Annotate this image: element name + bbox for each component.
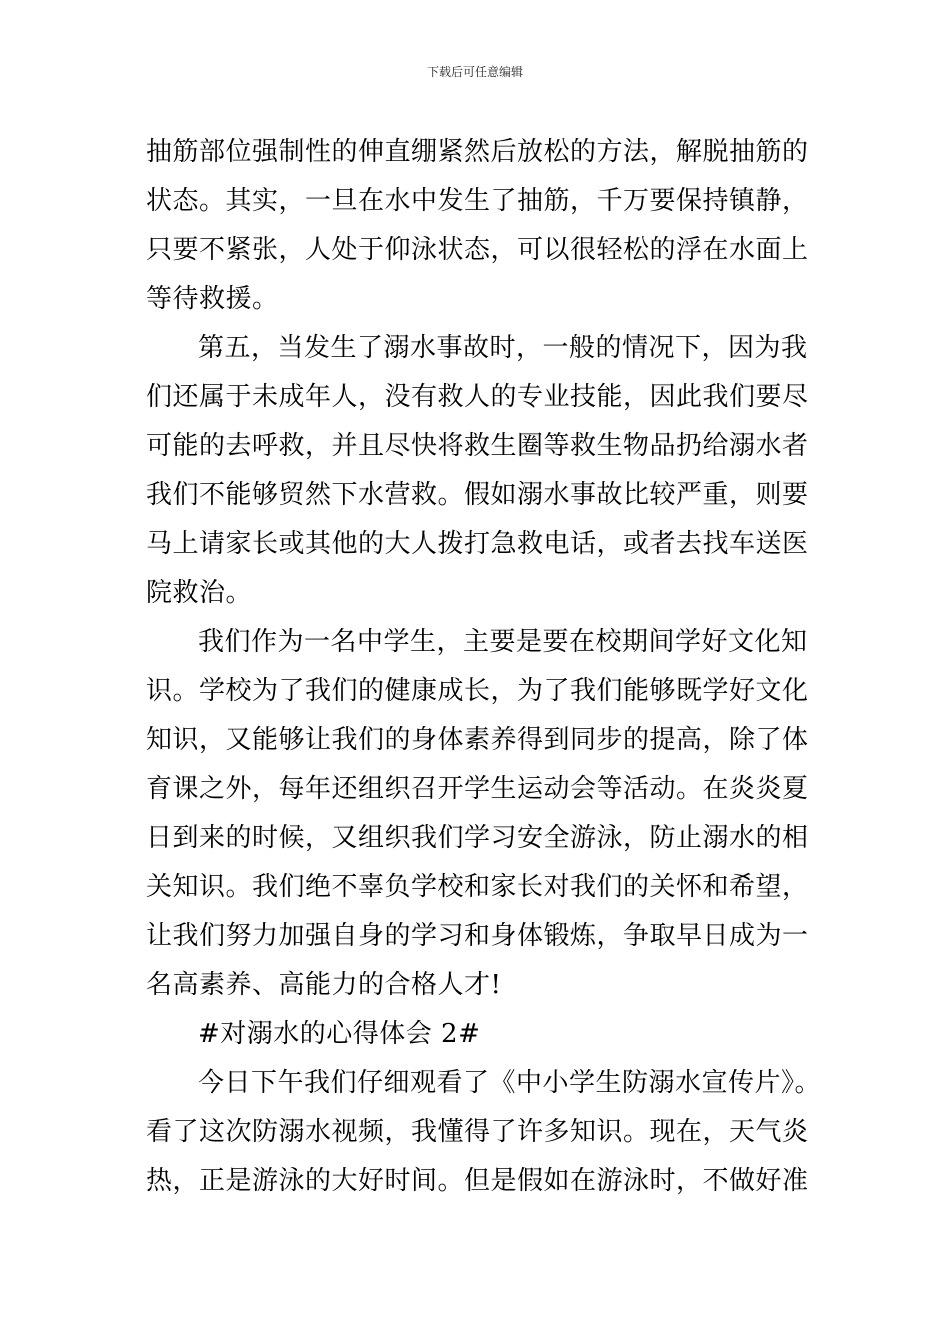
text-line: 等待救援。 <box>146 284 279 314</box>
text-line: 育课之外，每年还组织召开学生运动会等活动。在炎炎夏 <box>146 774 809 804</box>
section-heading: #对溺水的心得体会 2# <box>198 1019 481 1049</box>
text-line: 第五，当发生了溺水事故时，一般的情况下，因为我 <box>198 333 808 363</box>
document-body <box>146 128 826 1206</box>
text-line: 名高素养、高能力的合格人才! <box>146 970 502 1000</box>
text-line: 们还属于未成年人，没有救人的专业技能，因此我们要尽 <box>146 382 809 412</box>
text-line: 状态。其实，一旦在水中发生了抽筋，千万要保持镇静， <box>146 186 809 216</box>
text-line: 我们作为一名中学生，主要是要在校期间学好文化知 <box>198 627 808 657</box>
text-line: 我们不能够贸然下水营救。假如溺水事故比较严重，则要 <box>146 480 809 510</box>
text-line: 让我们努力加强自身的学习和身体锻炼，争取早日成为一 <box>146 921 809 951</box>
text-line: 识。学校为了我们的健康成长，为了我们能够既学好文化 <box>146 676 809 706</box>
text-line: 热，正是游泳的大好时间。但是假如在游泳时，不做好准 <box>146 1166 809 1196</box>
text-line: 院救治。 <box>146 578 253 608</box>
text-line: 日到来的时候，又组织我们学习安全游泳，防止溺水的相 <box>146 823 809 853</box>
text-line: 关知识。我们绝不辜负学校和家长对我们的关怀和希望， <box>146 872 809 902</box>
text-line: 今日下午我们仔细观看了《中小学生防溺水宣传片》。 <box>198 1068 822 1098</box>
page-header: 下载后可任意编辑 <box>426 65 523 79</box>
text-line: 可能的去呼救，并且尽快将救生圈等救生物品扔给溺水者 <box>146 431 809 461</box>
text-line: 知识，又能够让我们的身体素养得到同步的提高，除了体 <box>146 725 809 755</box>
text-line: 马上请家长或其他的大人拨打急救电话，或者去找车送医 <box>146 529 809 559</box>
text-line: 只要不紧张，人处于仰泳状态，可以很轻松的浮在水面上 <box>146 235 809 265</box>
text-line: 抽筋部位强制性的伸直绷紧然后放松的方法，解脱抽筋的 <box>146 137 809 167</box>
text-line: 看了这次防溺水视频，我懂得了许多知识。现在，天气炎 <box>146 1117 809 1147</box>
